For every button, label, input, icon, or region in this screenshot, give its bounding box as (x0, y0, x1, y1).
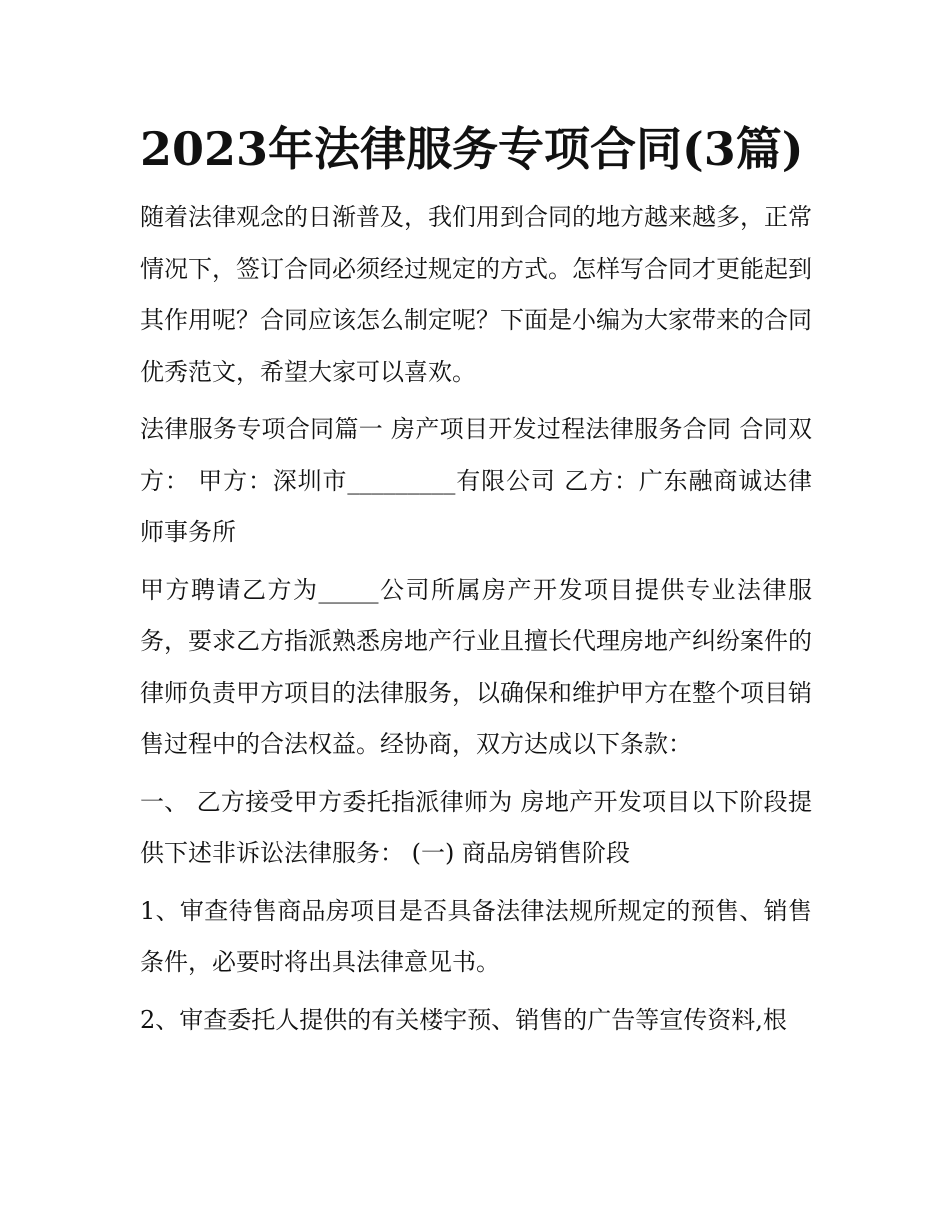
clause-one-paragraph: 一、 乙方接受甲方委托指派律师为 房地产开发项目以下阶段提供下述非诉讼法律服务： (一) 商品房销售阶段 (140, 787, 812, 867)
item-one-paragraph: 1、审查待售商品房项目是否具备法律法规所规定的预售、销售条件，必要时将出具法律意见书。 (140, 896, 812, 976)
document-title: 2023年法律服务专项合同(3篇) (140, 122, 804, 176)
intro-paragraph: 随着法律观念的日渐普及，我们用到合同的地方越来越多，正常情况下，签订合同必须经过规定的方式。怎样写合同才更能起到其作用呢？合同应该怎么制定呢？下面是小编为大家带来的合同优秀范文，希望大家可以喜欢。 (140, 203, 812, 386)
document-body (140, 112, 812, 1046)
engagement-paragraph: 甲方聘请乙方为_____公司所属房产开发项目提供专业法律服务，要求乙方指派熟悉房地产行业且擅长代理房地产纠纷案件的律师负责甲方项目的法律服务，以确保和维护甲方在整个项目销售过程中的合法权益。经协商，双方达成以下条款： (140, 575, 812, 758)
item-two-paragraph: 2、审查委托人提供的有关楼宇预、销售的广告等宣传资料,根 (140, 1005, 787, 1034)
contract-parties-paragraph: 法律服务专项合同篇一 房产项目开发过程法律服务合同 合同双方： 甲方：深圳市_________有限公司 乙方：广东融商诚达律师事务所 (140, 415, 812, 546)
